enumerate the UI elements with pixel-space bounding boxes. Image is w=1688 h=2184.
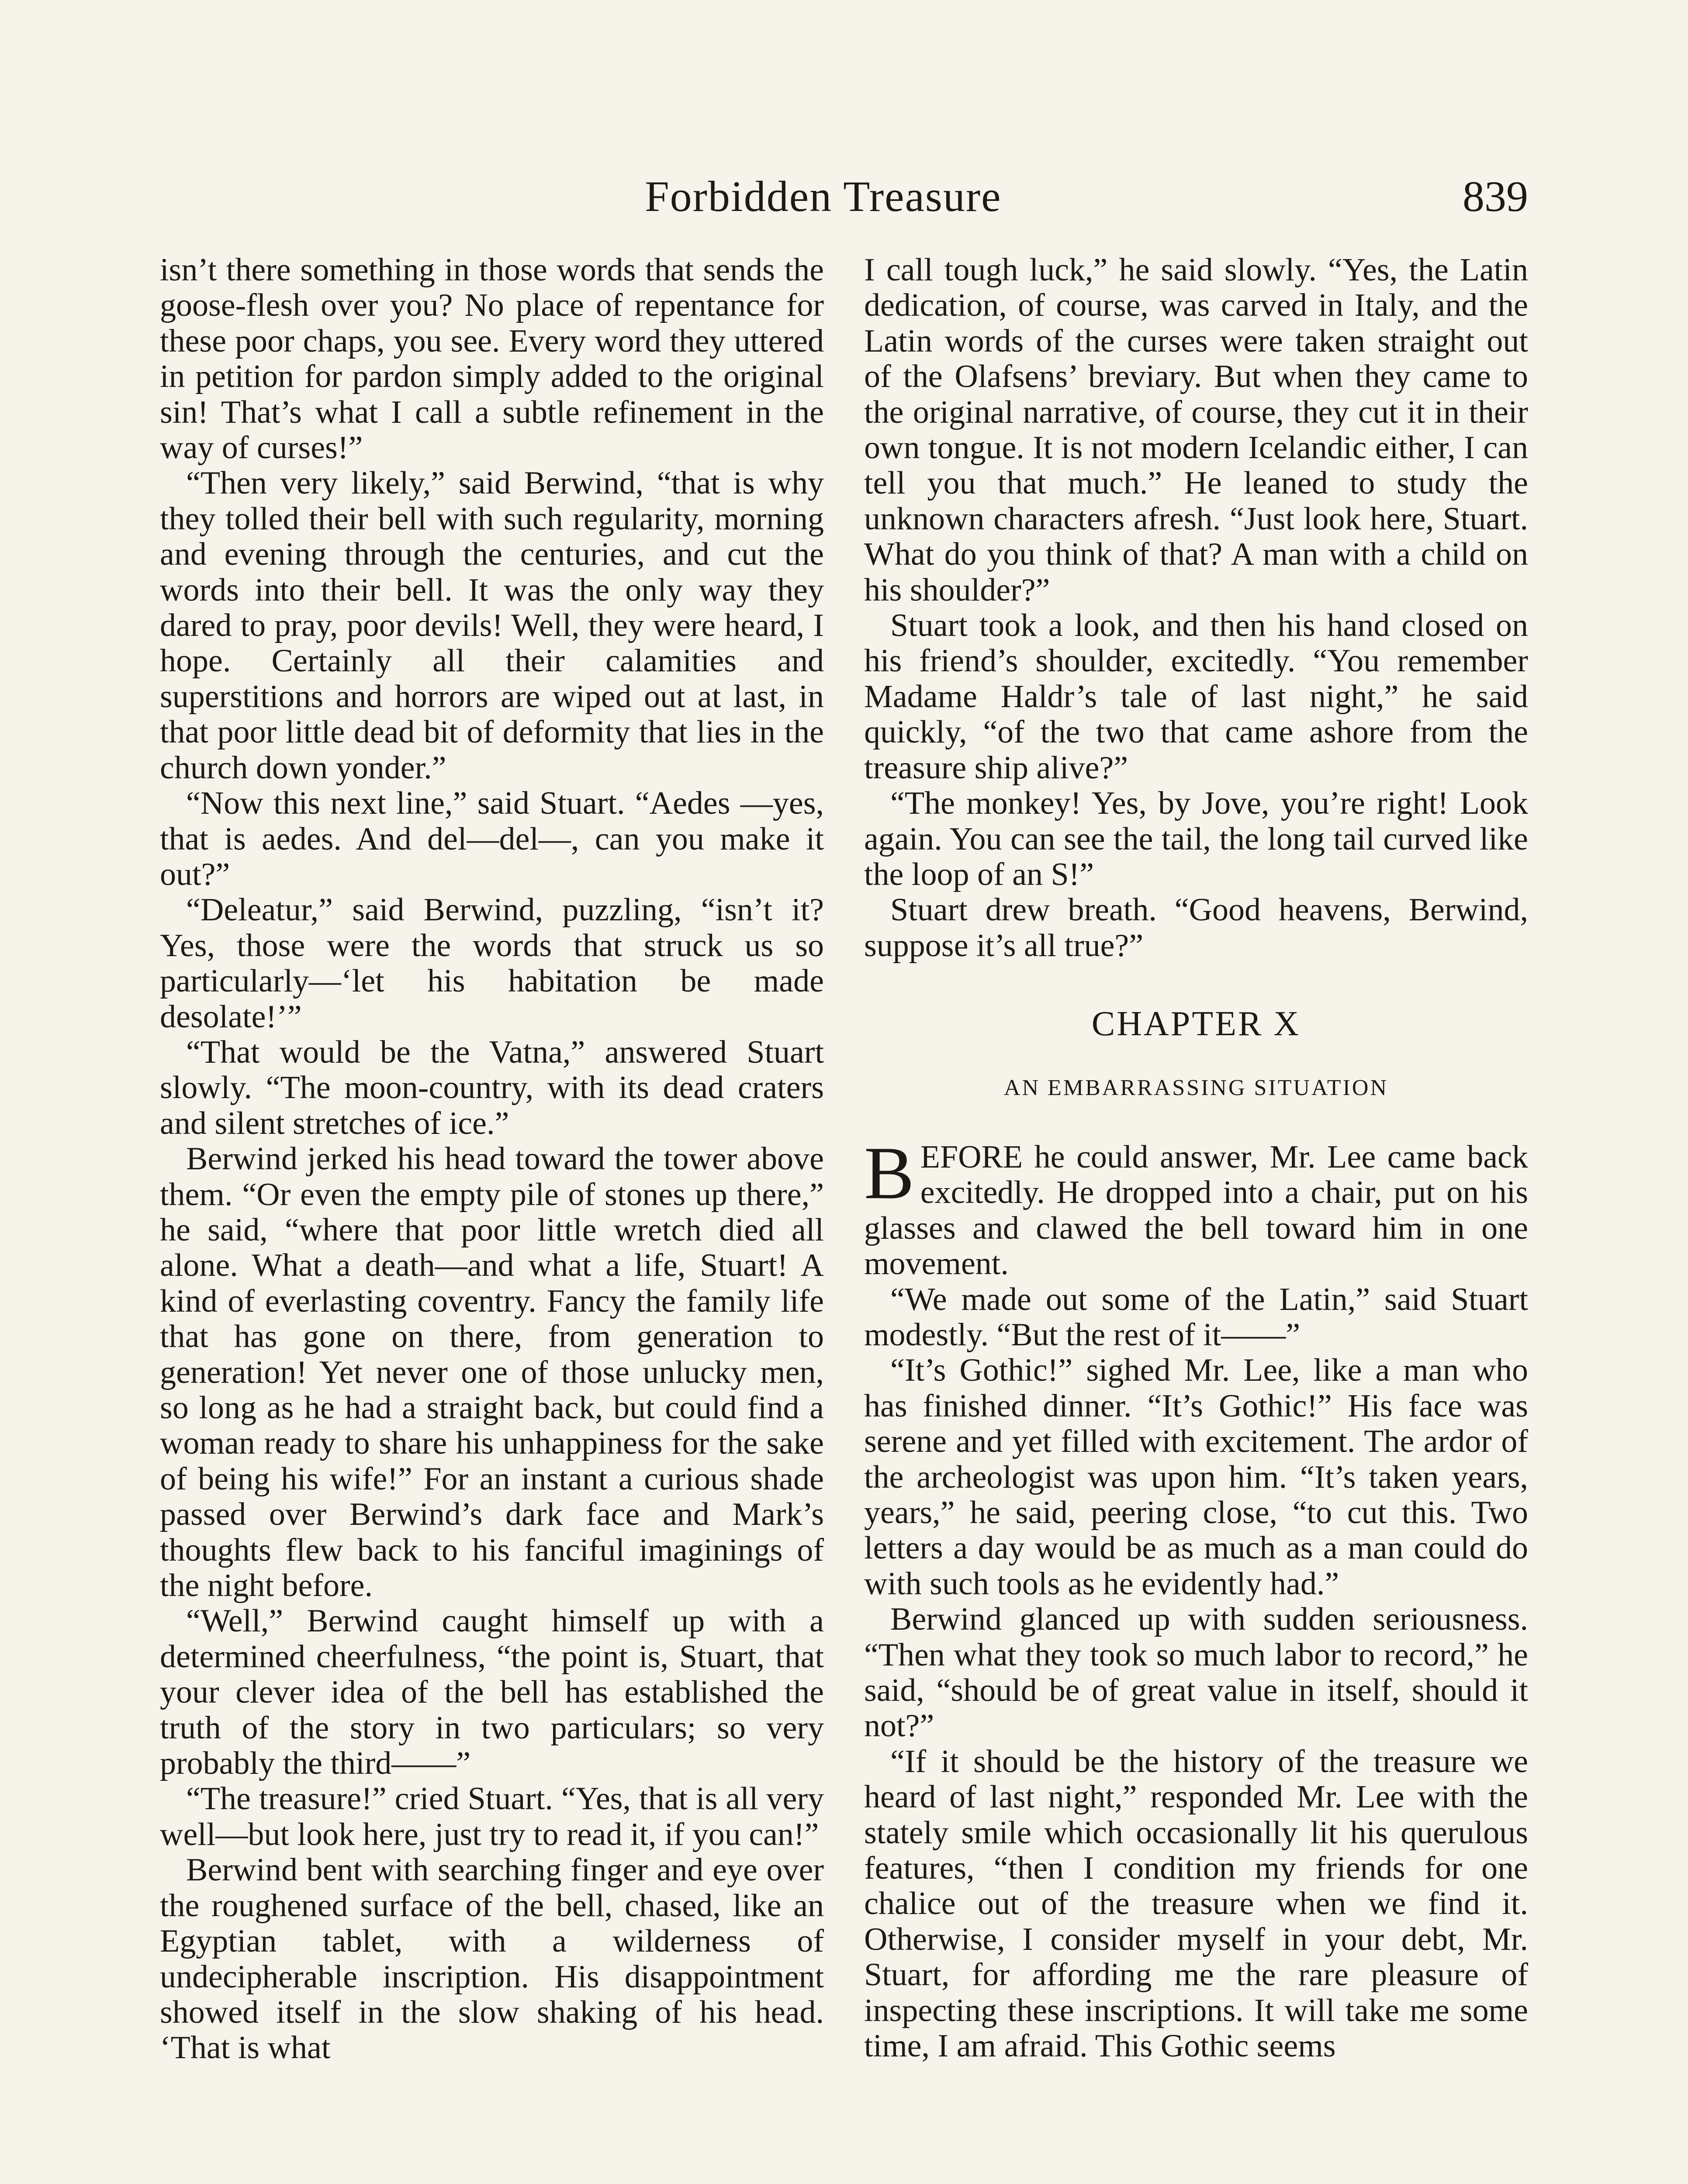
paragraph: “If it should be the history of the treasure we heard of last night,” responded Mr. Lee with the stately smile which occasionally lit his querulous features, “then I condition my friends for one chalice out of the treasure when we find it. Otherwise, I consider myself in your debt, Mr. Stuart, for affording me the rare pleasure of inspecting these inscriptions. It will take me some time, I am afraid. This Gothic seems — [864, 1743, 1528, 2064]
running-title: Forbidden Treasure — [645, 172, 1002, 221]
paragraph: “Well,” Berwind caught himself up with a determined cheerfulness, “the point is, Stuart, that your clever idea of the bell has established the truth of the story in two particulars; so very probably the third——” — [160, 1603, 824, 1782]
paragraph: “Deleatur,” said Berwind, puzzling, “isn’t it? Yes, those were the words that struck us so particularly—‘let his habitation be made desolate!’” — [160, 892, 824, 1035]
chapter-opening-paragraph — [864, 1131, 1528, 1282]
paragraph: “Now this next line,” said Stuart. “Aedes —yes, that is aedes. And del—del—, can you make it out?” — [160, 785, 824, 892]
paragraph: Berwind bent with searching finger and eye over the roughened surface of the bell, chased, like an Egyptian tablet, with a wilderness of undecipherable inscription. His disappointment showed itself in the slow shaking of his head. ‘That is what — [160, 1852, 824, 2066]
page-header — [160, 171, 1528, 232]
paragraph: “We made out some of the Latin,” said Stuart modestly. “But the rest of it——” — [864, 1281, 1528, 1353]
chapter-opening-text: EFORE he could answer, Mr. Lee came back excitedly. He dropped into a chair, put on his glasses and clawed the bell toward him in one movement. — [864, 1139, 1528, 1282]
paragraph: “That would be the Vatna,” answered Stuart slowly. “The moon-country, with its dead craters and silent stretches of ice.” — [160, 1034, 824, 1141]
paragraph: Stuart took a look, and then his hand closed on his friend’s shoulder, excitedly. “You remember Madame Haldr’s tale of last night,” he said quickly, “of the two that came ashore from the treasure ship alive?” — [864, 608, 1528, 786]
paragraph: “Then very likely,” said Berwind, “that is why they tolled their bell with such regularity, morning and evening through the centuries, and cut the words into their bell. It was the only way they dared to pray, poor devils! Well, they were heard, I hope. Certainly all their calamities and superstitions and horrors are wiped out at last, in that poor little dead bit of deformity that lies in the church down yonder.” — [160, 465, 824, 786]
paragraph: Berwind jerked his head toward the tower above them. “Or even the empty pile of stones up there,” he said, “where that poor little wretch died all alone. What a death—and what a life, Stuart! A kind of everlasting coventry. Fancy the family life that has gone on there, from generation to generation! Yet never one of those unlucky men, so long as he had a straight back, but could find a woman ready to share his unhappiness for the sake of being his wife!” For an instant a curious shade passed over Berwind’s dark face and Mark’s thoughts flew back to his fanciful imaginings of the night before. — [160, 1141, 824, 1604]
chapter-heading: CHAPTER X — [1091, 1005, 1301, 1044]
paragraph: “The treasure!” cried Stuart. “Yes, that is all very well—but look here, just try to read it, if you can!” — [160, 1781, 824, 1852]
paragraph: “It’s Gothic!” sighed Mr. Lee, like a man who has finished dinner. “It’s Gothic!” His face was serene and yet filled with excitement. The ardor of the archeologist was upon him. “It’s taken years, years,” he said, peering close, “to cut this. Two letters a day would be as much as a man could do with such tools as he evidently had.” — [864, 1352, 1528, 1602]
chapter-subtitle: AN EMBARRASSING SITUATION — [1003, 1075, 1389, 1100]
left-column — [160, 252, 824, 2066]
right-column — [864, 252, 1528, 2064]
paragraph: Stuart drew breath. “Good heavens, Berwind, suppose it’s all true?” — [864, 892, 1528, 964]
paragraph: Berwind glanced up with sudden seriousness. “Then what they took so much labor to record,” he said, “should be of great value in itself, should it not?” — [864, 1601, 1528, 1744]
page-number: 839 — [1463, 172, 1528, 221]
paragraph: I call tough luck,” he said slowly. “Yes, the Latin dedication, of course, was carved in Italy, and the Latin words of the curses were taken straight out of the Olafsens’ breviary. But when they came to the original narrative, of course, they cut it in their own tongue. It is not modern Icelandic either, I can tell you that much.” He leaned to study the unknown characters afresh. “Just look here, Stuart. What do you think of that? A man with a child on his shoulder?” — [864, 252, 1528, 608]
drop-cap: B — [864, 1131, 914, 1215]
paragraph: isn’t there something in those words that sends the goose-flesh over you? No place of repentance for these poor chaps, you see. Every word they uttered in petition for pardon simply added to the original sin! That’s what I call a subtle refinement in the way of curses!” — [160, 252, 824, 466]
paragraph: “The monkey! Yes, by Jove, you’re right! Look again. You can see the tail, the long tail curved like the loop of an S!” — [864, 785, 1528, 892]
